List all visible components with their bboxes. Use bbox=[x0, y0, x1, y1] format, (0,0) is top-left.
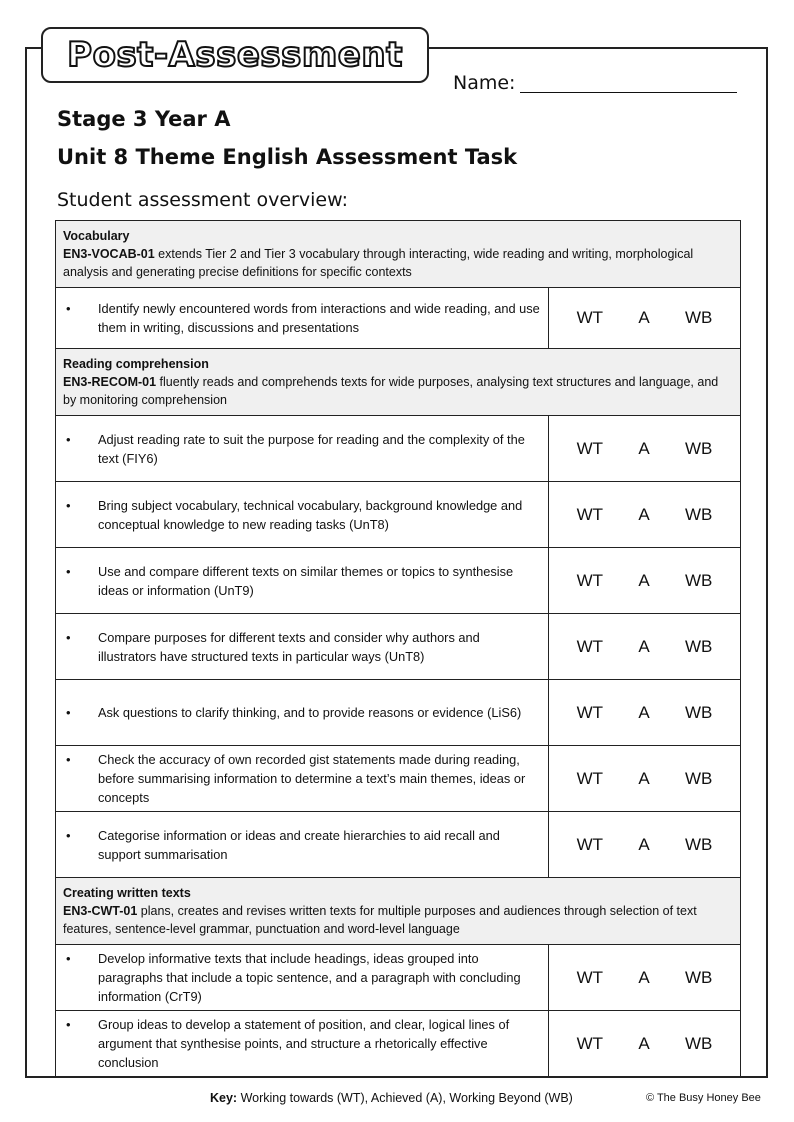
table-row bbox=[56, 680, 741, 746]
assessment-table bbox=[55, 220, 741, 1077]
key-text: Working towards (WT), Achieved (A), Working Beyond (WB) bbox=[237, 1091, 573, 1105]
unit-heading: Unit 8 Theme English Assessment Task bbox=[57, 145, 518, 169]
bullet-icon: • bbox=[66, 1017, 71, 1032]
section-outcome bbox=[63, 902, 734, 938]
rating-wt[interactable]: WT bbox=[576, 967, 604, 987]
table-row bbox=[56, 288, 741, 349]
rating-wb[interactable]: WB bbox=[684, 967, 713, 987]
rating-wt[interactable]: WT bbox=[576, 768, 604, 788]
item-text: Compare purposes for different texts and consider why authors and illustrators have structured texts in particular ways (UnT8) bbox=[98, 629, 480, 664]
section-title: Reading comprehension bbox=[63, 357, 209, 371]
table-row bbox=[56, 812, 741, 878]
item-text: Check the accuracy of own recorded gist statements made during reading, before summarising information to determine a text’s main themes, ideas or concepts bbox=[98, 752, 526, 805]
section-title: Creating written texts bbox=[63, 886, 191, 900]
rating-wt[interactable]: WT bbox=[576, 1033, 604, 1053]
section-vocabulary bbox=[56, 221, 741, 288]
table-row bbox=[56, 614, 741, 680]
stage-heading: Stage 3 Year A bbox=[57, 107, 231, 131]
table-row bbox=[56, 482, 741, 548]
key-legend bbox=[210, 1091, 573, 1105]
rating-a[interactable]: A bbox=[638, 702, 650, 722]
rating-wt[interactable]: WT bbox=[576, 308, 604, 327]
rating-a[interactable]: A bbox=[638, 504, 650, 524]
item-text: Bring subject vocabulary, technical vocabulary, background knowledge and conceptual knowledge to new reading tasks (UnT8) bbox=[98, 497, 523, 532]
rating-wt[interactable]: WT bbox=[576, 438, 604, 458]
outcome-code: EN3-CWT-01 bbox=[63, 904, 138, 918]
title-banner bbox=[41, 27, 429, 83]
item-text: Ask questions to clarify thinking, and to provide reasons or evidence (LiS6) bbox=[98, 705, 522, 720]
table-row bbox=[56, 945, 741, 1011]
bullet-icon: • bbox=[66, 497, 71, 513]
bullet-icon: • bbox=[66, 827, 71, 843]
bullet-icon: • bbox=[66, 563, 71, 579]
rating-a[interactable]: A bbox=[638, 636, 650, 656]
rating-wb[interactable]: WB bbox=[684, 308, 713, 327]
rating-a[interactable]: A bbox=[638, 834, 650, 854]
copyright-text: © The Busy Honey Bee bbox=[646, 1092, 761, 1104]
table-row bbox=[56, 1011, 741, 1077]
rating-wt[interactable]: WT bbox=[576, 570, 604, 590]
rating-a[interactable]: A bbox=[638, 1033, 650, 1053]
name-label: Name: bbox=[453, 72, 516, 94]
rating-wb[interactable]: WB bbox=[684, 1033, 713, 1053]
table-row bbox=[56, 746, 741, 812]
table-row bbox=[56, 548, 741, 614]
bullet-icon: • bbox=[66, 431, 71, 447]
item-text: Categorise information or ideas and create hierarchies to aid recall and support summarisation bbox=[98, 827, 500, 862]
item-text: Develop informative texts that include headings, ideas grouped into paragraphs that include a topic sentence, and a paragraph with concluding information (CrT9) bbox=[98, 951, 521, 1004]
section-creating-written-texts bbox=[56, 878, 741, 945]
name-field[interactable] bbox=[520, 92, 737, 93]
rating-a[interactable]: A bbox=[638, 570, 650, 590]
rating-wt[interactable]: WT bbox=[576, 702, 604, 722]
bullet-icon: • bbox=[66, 705, 71, 720]
rating-wb[interactable]: WB bbox=[684, 570, 713, 590]
rating-a[interactable]: A bbox=[638, 308, 650, 327]
overview-label: Student assessment overview: bbox=[57, 189, 348, 211]
page-title: Post-Assessment bbox=[67, 35, 403, 75]
rating-wb[interactable]: WB bbox=[684, 768, 713, 788]
section-outcome bbox=[63, 245, 734, 281]
section-outcome bbox=[63, 373, 734, 409]
rating-wb[interactable]: WB bbox=[684, 636, 713, 656]
section-title: Vocabulary bbox=[63, 229, 130, 243]
rating-wb[interactable]: WB bbox=[684, 438, 713, 458]
rating-wb[interactable]: WB bbox=[684, 702, 713, 722]
bullet-icon: • bbox=[66, 301, 71, 316]
outcome-code: EN3-VOCAB-01 bbox=[63, 247, 155, 261]
bullet-icon: • bbox=[66, 629, 71, 645]
key-label: Key: bbox=[210, 1091, 238, 1105]
item-text: Adjust reading rate to suit the purpose for reading and the complexity of the text (FIY6) bbox=[98, 431, 525, 466]
rating-wb[interactable]: WB bbox=[684, 834, 713, 854]
rating-wb[interactable]: WB bbox=[684, 504, 713, 524]
rating-a[interactable]: A bbox=[638, 967, 650, 987]
table-row bbox=[56, 416, 741, 482]
item-text: Group ideas to develop a statement of position, and clear, logical lines of argument that synthesise points, and structure a rhetorically effective conclusion bbox=[98, 1017, 510, 1070]
section-reading-comprehension bbox=[56, 349, 741, 416]
outcome-text: extends Tier 2 and Tier 3 vocabulary through interacting, wide reading and writing, morphological analysis and generating precise definitions for specific contexts bbox=[63, 247, 694, 279]
bullet-icon: • bbox=[66, 951, 71, 966]
rating-a[interactable]: A bbox=[638, 438, 650, 458]
rating-wt[interactable]: WT bbox=[576, 834, 604, 854]
outcome-text: plans, creates and revises written texts for multiple purposes and audiences through selection of text features, sentence-level grammar, punctuation and word-level language bbox=[63, 904, 697, 936]
rating-wt[interactable]: WT bbox=[576, 636, 604, 656]
item-text: Identify newly encountered words from interactions and wide reading, and use them in writing, discussions and presentations bbox=[98, 301, 540, 335]
rating-a[interactable]: A bbox=[638, 768, 650, 788]
rating-wt[interactable]: WT bbox=[576, 504, 604, 524]
bullet-icon: • bbox=[66, 752, 71, 767]
item-text: Use and compare different texts on similar themes or topics to synthesise ideas or information (UnT9) bbox=[98, 563, 514, 598]
outcome-code: EN3-RECOM-01 bbox=[63, 375, 157, 389]
outcome-text: fluently reads and comprehends texts for wide purposes, analysing text structures and language, and by monitoring comprehension bbox=[63, 375, 719, 407]
